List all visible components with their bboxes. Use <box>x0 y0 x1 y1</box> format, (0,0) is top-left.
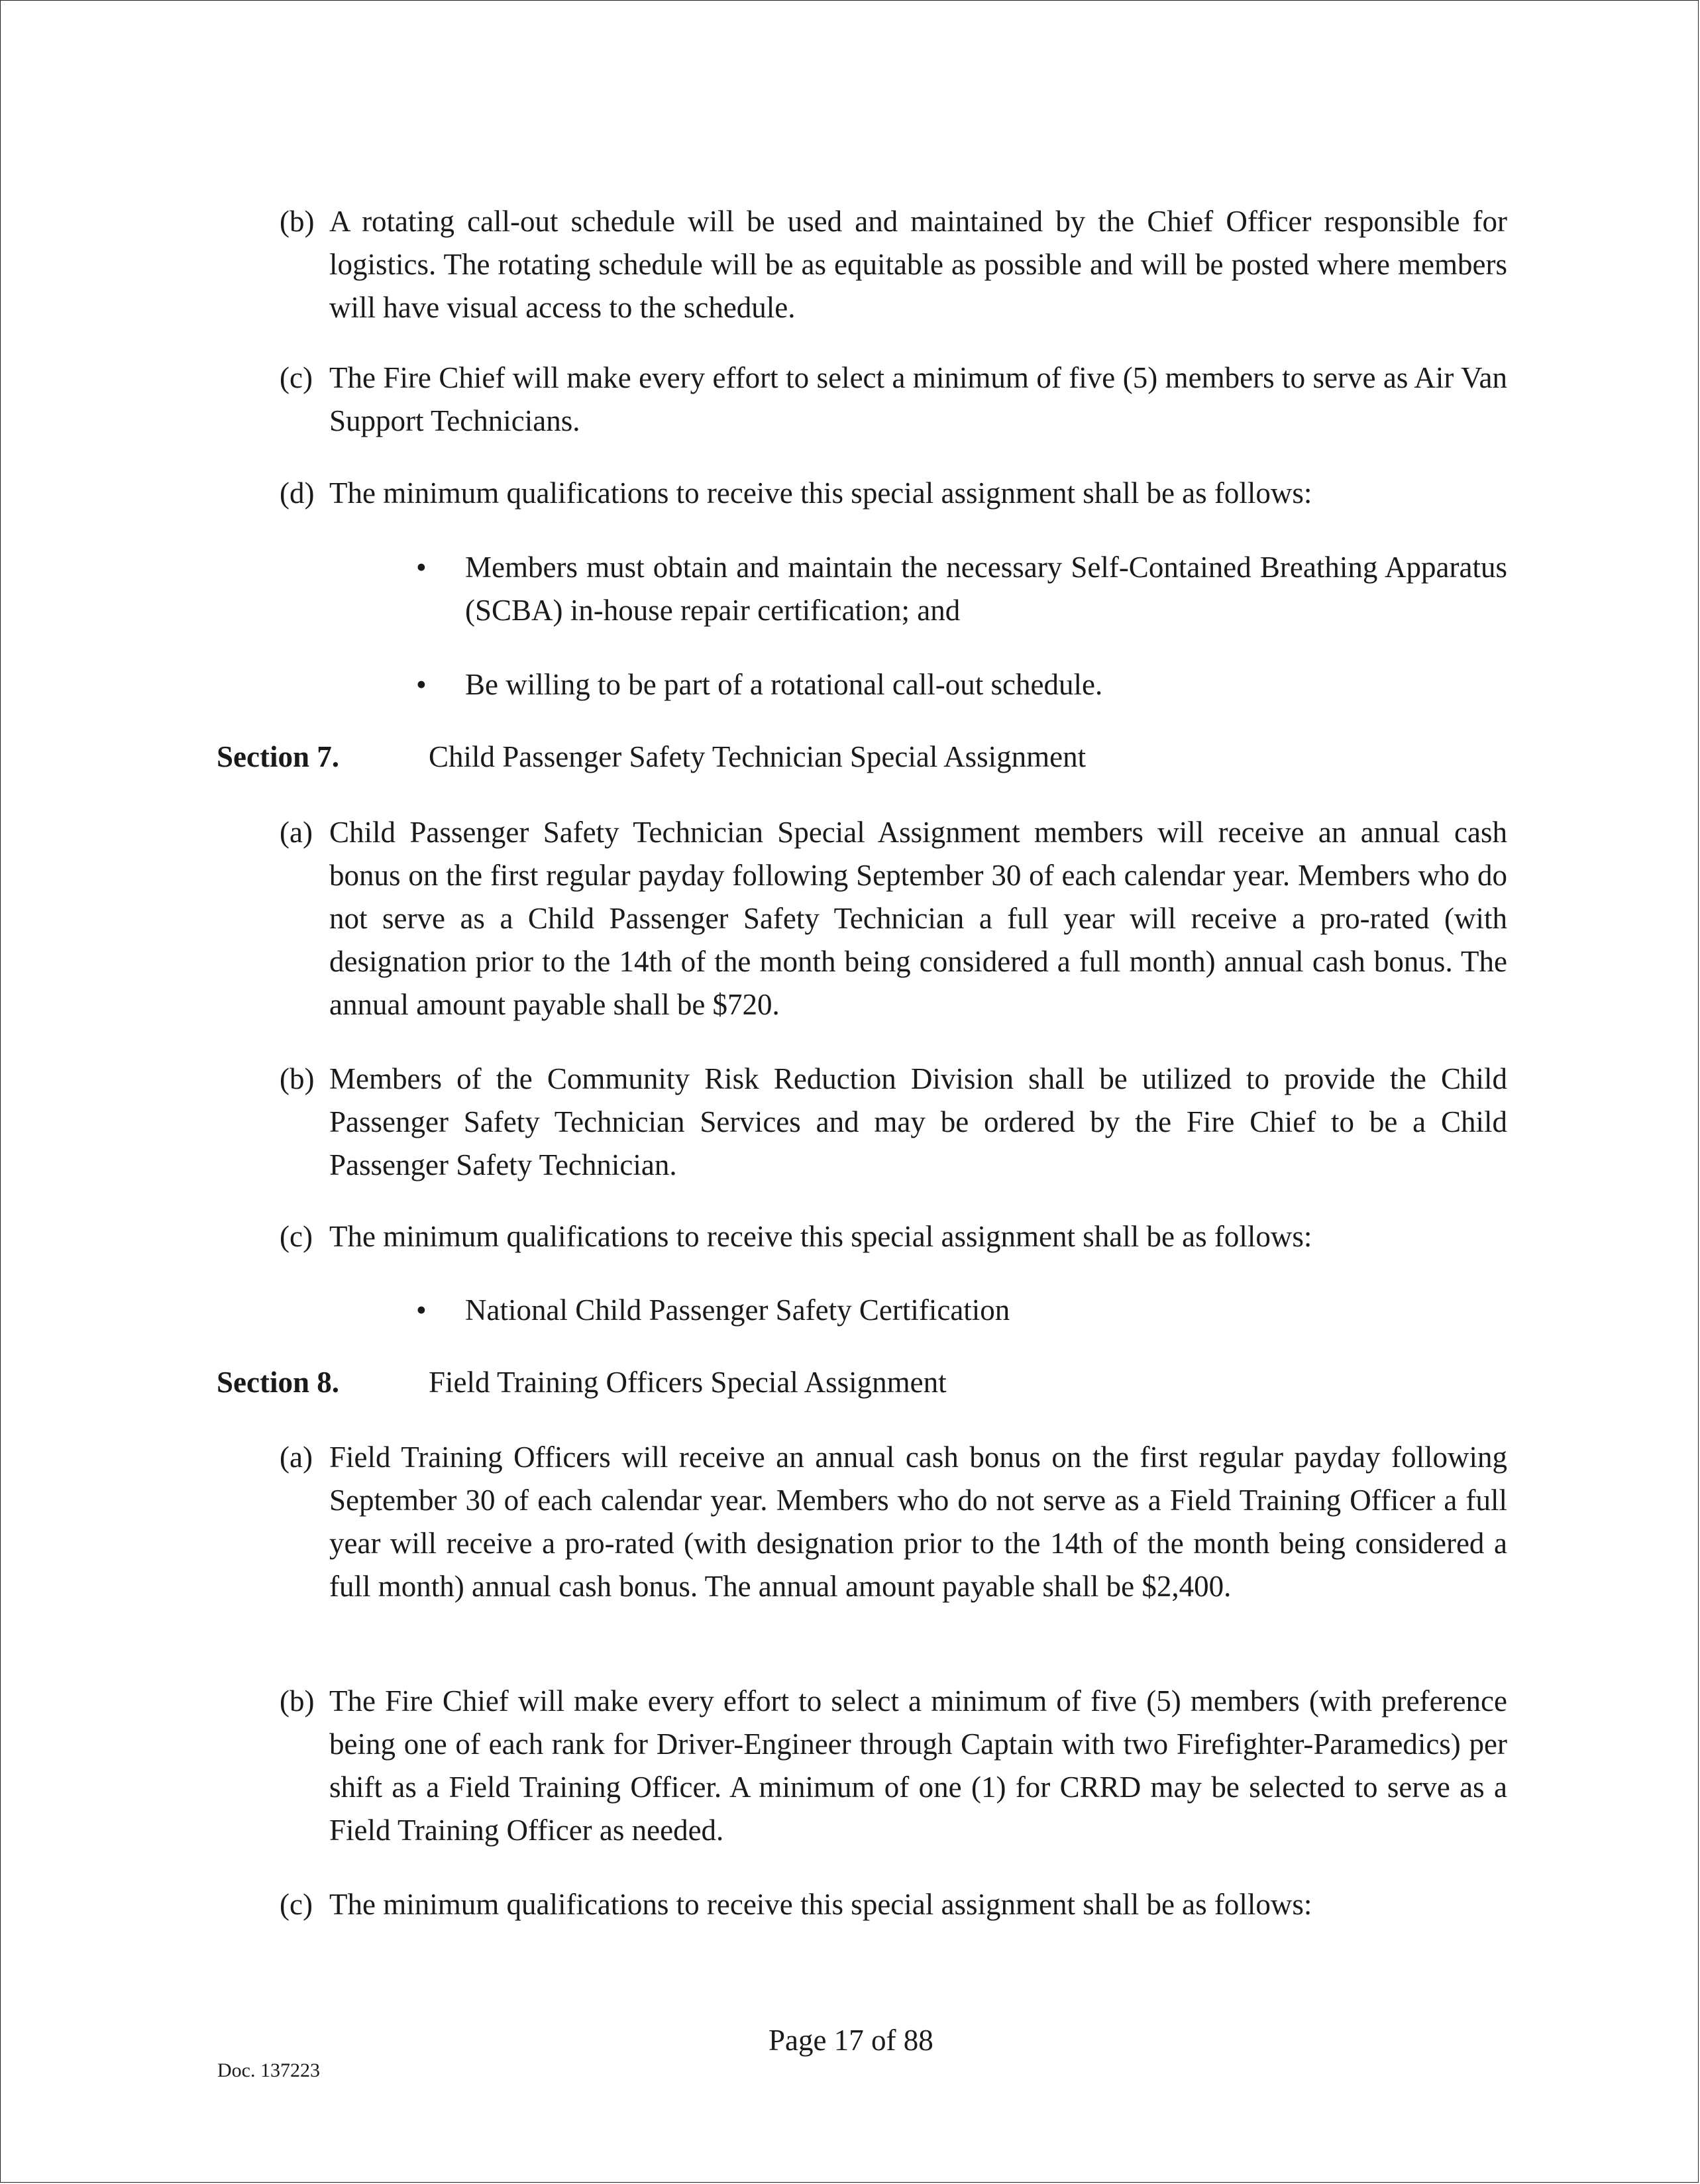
item-label-8c: (c) <box>280 1888 313 1921</box>
bullet-7-1: National Child Passenger Safety Certification <box>465 1293 1010 1327</box>
bullet-icon: • <box>416 668 427 701</box>
paragraph-6b: A rotating call-out schedule will be used and maintained by the Chief Officer responsible for logistics. The rotating schedule will be as equitable as possible and will be posted where members will have visual access to the schedule. <box>329 205 1507 324</box>
item-label-7b: (b) <box>280 1062 315 1095</box>
section-8-number: Section 8. <box>217 1366 339 1399</box>
paragraph-6d: The minimum qualifications to receive this special assignment shall be as follows: <box>329 476 1312 510</box>
paragraph-7c: The minimum qualifications to receive this special assignment shall be as follows: <box>329 1220 1312 1253</box>
item-label-7a: (a) <box>280 816 313 849</box>
item-label-6b: (b) <box>280 205 315 238</box>
section-7-number: Section 7. <box>217 740 339 773</box>
bullet-6-2: Be willing to be part of a rotational call-out schedule. <box>465 668 1103 701</box>
page-number: Page 17 of 88 <box>769 2024 933 2057</box>
section-8-title: Field Training Officers Special Assignment <box>429 1366 947 1399</box>
doc-number: Doc. 137223 <box>217 2059 320 2081</box>
paragraph-8b: The Fire Chief will make every effort to select a minimum of five (5) members (with preference being one of each rank for Driver-Engineer through Captain with two Firefighter-Paramedics) per shift as a Field Training Officer. A minimum of one (1) for CRRD may be selected to serve as a Field Training Officer as needed. <box>329 1684 1507 1847</box>
paragraph-8c: The minimum qualifications to receive this special assignment shall be as follows: <box>329 1888 1312 1921</box>
item-label-6d: (d) <box>280 476 315 510</box>
item-label-7c: (c) <box>280 1220 313 1253</box>
bullet-icon: • <box>416 1293 427 1327</box>
paragraph-7b: Members of the Community Risk Reduction Division shall be utilized to provide the Child Passenger Safety Technician Services and may be ordered by the Fire Chief to be a Child Passenger Safety Technician. <box>329 1062 1507 1181</box>
item-label-8a: (a) <box>280 1441 313 1474</box>
bullet-6-1: Members must obtain and maintain the necessary Self-Contained Breathing Apparatus (SCBA) in-house repair certification; and <box>465 551 1507 627</box>
section-7-title: Child Passenger Safety Technician Special Assignment <box>429 740 1087 773</box>
paragraph-7a: Child Passenger Safety Technician Special Assignment members will receive an annual cash bonus on the first regular payday following September 30 of each calendar year. Members who do not serve as a Child Passenger Safety Technician a full year will receive a pro-rated (with designation prior to the 14th of the month being considered a full month) annual cash bonus. The annual amount payable shall be $720. <box>329 816 1507 1021</box>
paragraph-8a: Field Training Officers will receive an annual cash bonus on the first regular payday following September 30 of each calendar year. Members who do not serve as a Field Training Officer a full year will receive a pro-rated (with designation prior to the 14th of the month being considered a full month) annual cash bonus. The annual amount payable shall be $2,400. <box>329 1441 1507 1603</box>
item-label-6c: (c) <box>280 361 313 394</box>
item-label-8b: (b) <box>280 1684 315 1718</box>
bullet-icon: • <box>416 551 427 584</box>
paragraph-6c: The Fire Chief will make every effort to select a minimum of five (5) members to serve as Air Van Support Technicians. <box>329 361 1507 437</box>
